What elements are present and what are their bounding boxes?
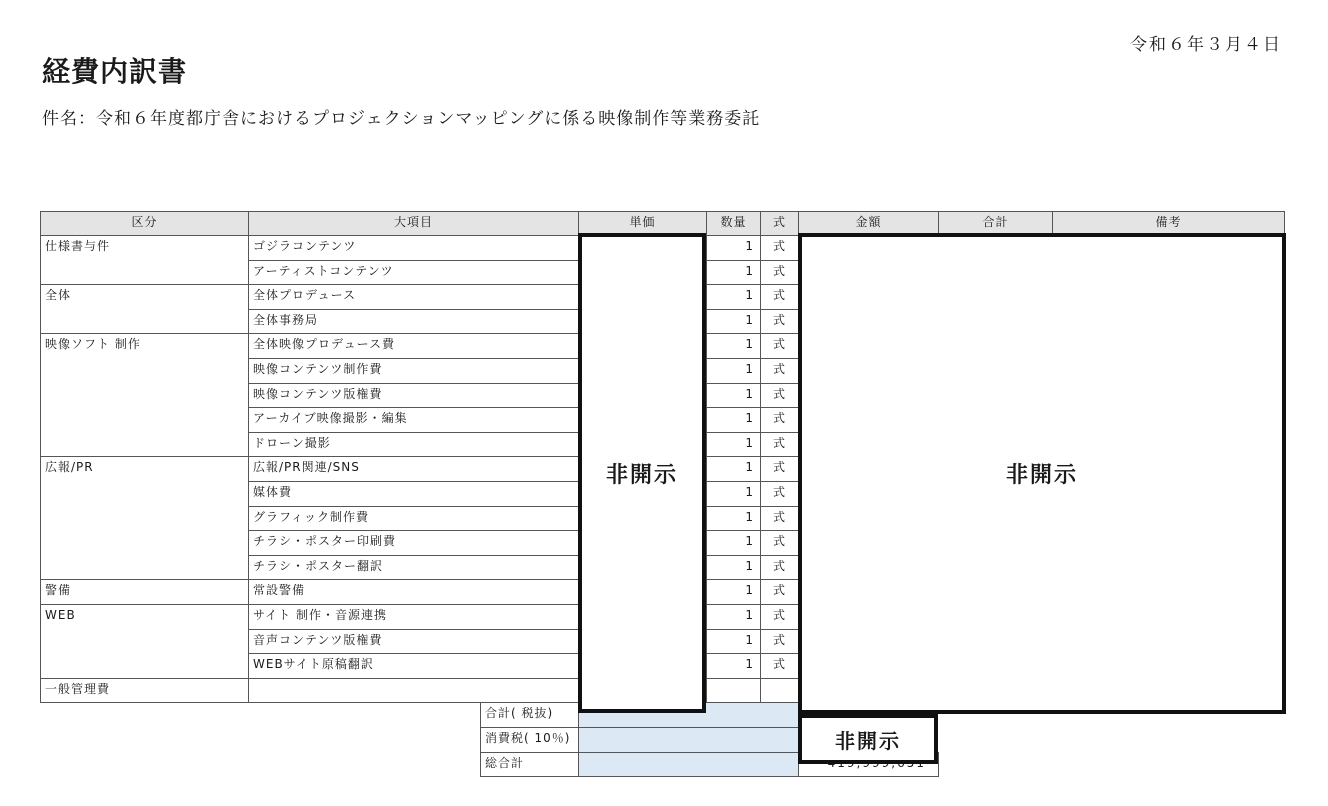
redacted-unit-price-box: 非開示 bbox=[578, 233, 706, 713]
category-cell: 仕様書与件 bbox=[40, 235, 249, 285]
item-cell: 全体事務局 bbox=[248, 309, 579, 335]
item-cell: ドローン撮影 bbox=[248, 432, 579, 458]
summary-label: 総合計 bbox=[480, 752, 579, 778]
summary-blue-cell bbox=[578, 752, 799, 778]
unit-cell: 式 bbox=[760, 506, 799, 532]
unit-cell: 式 bbox=[760, 530, 799, 556]
unit-cell: 式 bbox=[760, 260, 799, 286]
quantity-cell bbox=[706, 678, 761, 704]
quantity-cell: 1 bbox=[706, 456, 761, 482]
quantity-cell: 1 bbox=[706, 358, 761, 384]
header-unit-price: 単価 bbox=[578, 211, 707, 236]
category-cell: WEB bbox=[40, 604, 249, 679]
item-cell: WEBサイト原稿翻訳 bbox=[248, 653, 579, 679]
item-cell: 映像コンテンツ制作費 bbox=[248, 358, 579, 384]
redacted-summary-box: 非開示 bbox=[798, 714, 938, 764]
unit-cell: 式 bbox=[760, 333, 799, 359]
unit-cell: 式 bbox=[760, 629, 799, 655]
quantity-cell: 1 bbox=[706, 407, 761, 433]
redacted-amount-box: 非開示 bbox=[798, 233, 1286, 714]
unit-cell: 式 bbox=[760, 456, 799, 482]
item-cell: 広報/PR関連/SNS bbox=[248, 456, 579, 482]
quantity-cell: 1 bbox=[706, 333, 761, 359]
item-cell: グラフィック制作費 bbox=[248, 506, 579, 532]
unit-cell: 式 bbox=[760, 235, 799, 261]
item-cell: アーティストコンテンツ bbox=[248, 260, 579, 286]
summary-label: 合計( 税抜) bbox=[480, 702, 579, 728]
quantity-cell: 1 bbox=[706, 481, 761, 507]
unit-cell: 式 bbox=[760, 579, 799, 605]
unit-cell: 式 bbox=[760, 383, 799, 409]
category-cell: 映像ソフト 制作 bbox=[40, 333, 249, 457]
category-cell: 広報/PR bbox=[40, 456, 249, 580]
quantity-cell: 1 bbox=[706, 555, 761, 581]
header-amount: 金額 bbox=[798, 211, 939, 236]
quantity-cell: 1 bbox=[706, 284, 761, 310]
item-cell: サイト 制作・音源連携 bbox=[248, 604, 579, 630]
quantity-cell: 1 bbox=[706, 235, 761, 261]
category-cell: 警備 bbox=[40, 579, 249, 605]
unit-cell: 式 bbox=[760, 309, 799, 335]
unit-cell: 式 bbox=[760, 481, 799, 507]
quantity-cell: 1 bbox=[706, 629, 761, 655]
quantity-cell: 1 bbox=[706, 309, 761, 335]
header-remarks: 備考 bbox=[1052, 211, 1285, 236]
header-item: 大項目 bbox=[248, 211, 579, 236]
item-cell: 常設警備 bbox=[248, 579, 579, 605]
item-cell: アーカイブ映像撮影・編集 bbox=[248, 407, 579, 433]
document-title: 経費内訳書 bbox=[42, 55, 188, 88]
quantity-cell: 1 bbox=[706, 653, 761, 679]
quantity-cell: 1 bbox=[706, 530, 761, 556]
category-cell: 全体 bbox=[40, 284, 249, 334]
item-cell: 媒体費 bbox=[248, 481, 579, 507]
subject-line: 件名：令和６年度都庁舎におけるプロジェクションマッピングに係る映像制作等業務委託 bbox=[42, 109, 761, 129]
summary-label: 消費税( 10％) bbox=[480, 727, 579, 753]
quantity-cell: 1 bbox=[706, 604, 761, 630]
item-cell bbox=[248, 678, 579, 704]
item-cell: チラシ・ポスター印刷費 bbox=[248, 530, 579, 556]
summary-blue-cell bbox=[578, 727, 799, 753]
unit-cell: 式 bbox=[760, 653, 799, 679]
header-unit: 式 bbox=[760, 211, 799, 236]
item-cell: 全体映像プロデュース費 bbox=[248, 333, 579, 359]
quantity-cell: 1 bbox=[706, 260, 761, 286]
item-cell: 全体プロデュース bbox=[248, 284, 579, 310]
unit-cell: 式 bbox=[760, 604, 799, 630]
unit-cell bbox=[760, 678, 799, 704]
item-cell: ゴジラコンテンツ bbox=[248, 235, 579, 261]
header-category: 区分 bbox=[40, 211, 249, 236]
quantity-cell: 1 bbox=[706, 432, 761, 458]
quantity-cell: 1 bbox=[706, 579, 761, 605]
unit-cell: 式 bbox=[760, 432, 799, 458]
quantity-cell: 1 bbox=[706, 383, 761, 409]
unit-cell: 式 bbox=[760, 407, 799, 433]
quantity-cell: 1 bbox=[706, 506, 761, 532]
item-cell: チラシ・ポスター翻訳 bbox=[248, 555, 579, 581]
unit-cell: 式 bbox=[760, 284, 799, 310]
date: 令和６年３月４日 bbox=[1130, 35, 1282, 55]
header-total: 合計 bbox=[938, 211, 1053, 236]
item-cell: 音声コンテンツ版権費 bbox=[248, 629, 579, 655]
header-quantity: 数量 bbox=[706, 211, 761, 236]
item-cell: 映像コンテンツ版権費 bbox=[248, 383, 579, 409]
unit-cell: 式 bbox=[760, 555, 799, 581]
unit-cell: 式 bbox=[760, 358, 799, 384]
category-cell: 一般管理費 bbox=[40, 678, 249, 704]
